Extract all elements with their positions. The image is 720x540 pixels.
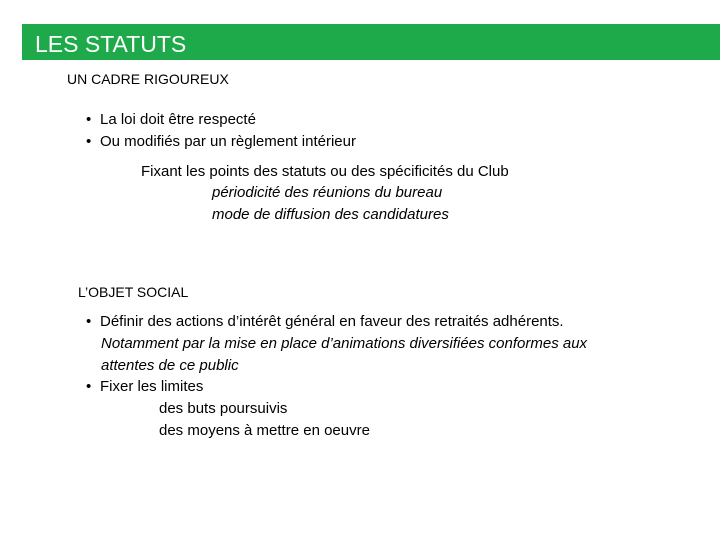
bullet-text: La loi doit être respecté xyxy=(100,111,256,128)
sub-item: des moyens à mettre en oeuvre xyxy=(159,422,370,439)
bullet-item xyxy=(86,313,564,331)
page-title: LES STATUTS xyxy=(35,31,187,57)
bullet-icon: • xyxy=(86,133,92,150)
bullet-item xyxy=(86,133,356,151)
bullet-item xyxy=(86,378,203,396)
section-heading-objet: L’OBJET SOCIAL xyxy=(78,284,189,300)
bullet-note-line: attentes de ce public xyxy=(101,357,239,374)
sub-item: des buts poursuivis xyxy=(159,400,288,417)
bullet-text: Ou modifiés par un règlement intérieur xyxy=(100,133,356,150)
sub-item: périodicité des réunions du bureau xyxy=(212,184,443,201)
section-heading-cadre: UN CADRE RIGOUREUX xyxy=(67,71,229,87)
bullet-text: Fixer les limites xyxy=(100,378,204,395)
bullet-icon: • xyxy=(86,313,92,330)
bullet-text: Définir des actions d’intérêt général en faveur des retraités adhérents. xyxy=(100,313,564,330)
bullet-icon: • xyxy=(86,378,92,395)
title-bar xyxy=(22,24,720,60)
bullet-icon: • xyxy=(86,111,92,128)
body-text: Fixant les points des statuts ou des spécificités du Club xyxy=(141,163,509,180)
bullet-note-line: Notamment par la mise en place d’animations diversifiées conformes aux xyxy=(101,335,588,352)
bullet-item xyxy=(86,111,256,129)
sub-item: mode de diffusion des candidatures xyxy=(212,206,449,223)
